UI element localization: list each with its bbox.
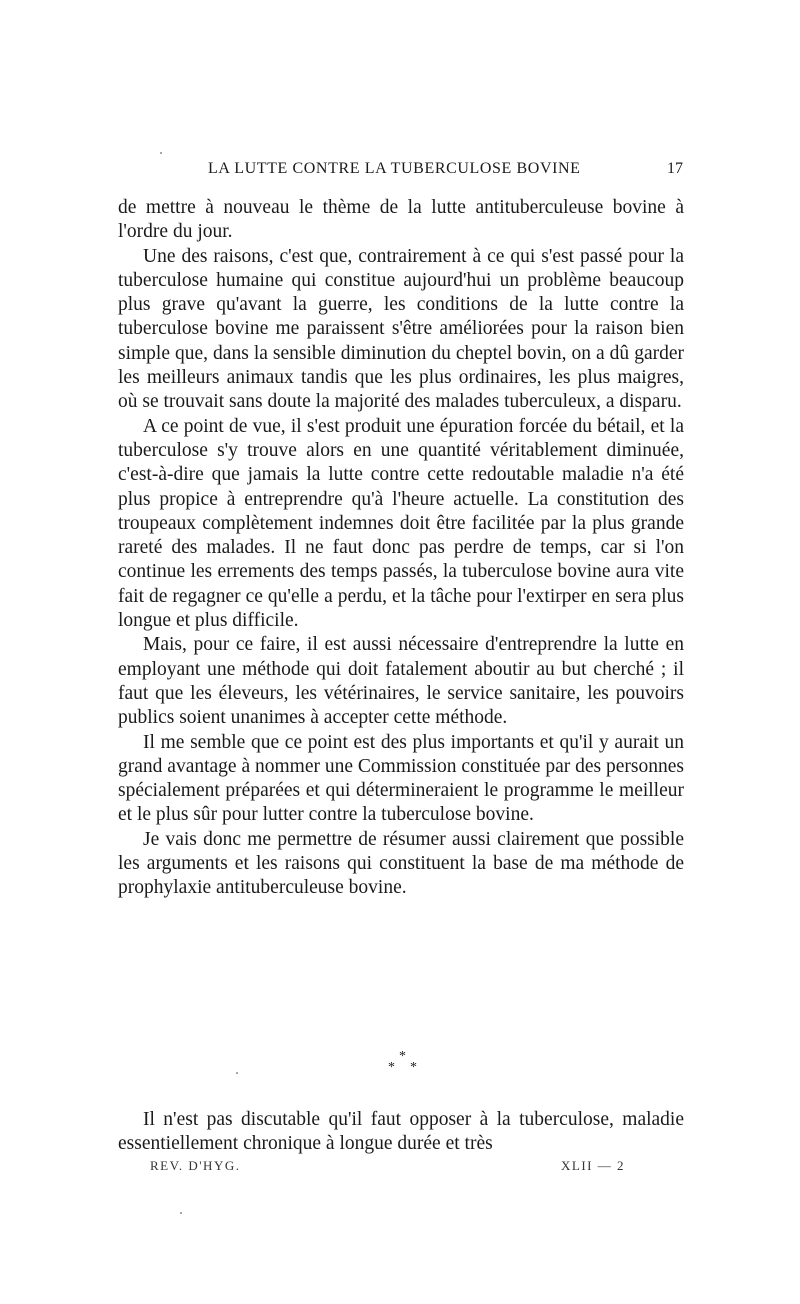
final-text <box>118 1108 684 1157</box>
paragraph: Mais, pour ce faire, il est aussi nécessaire d'entreprendre la lutte en employant une méthode qui doit fatalement aboutir au but cherché ; il faut que les éleveurs, les vétérinaires, le service sanitaire, les pouvoirs publics soient unanimes à accepter cette méthode. <box>118 634 684 729</box>
paragraph: A ce point de vue, il s'est produit une épuration forcée du bétail, et la tuberculose s'y trouve alors en une quantité véritablement diminuée, c'est-à-dire que jamais la lutte contre cette redoutable maladie n'a été plus propice à entreprendre qu'à l'heure actuelle. La constitution des troupeaux complètement indemnes doit être facilitée par la plus grande rareté des malades. Il ne faut donc pas perdre de temps, car si l'on continue les errements des temps passés, la tuberculose bovine aura vite fait de regagner ce qu'elle a perdu, et la tâche pour l'extirper en sera plus longue et plus difficile. <box>118 415 684 632</box>
running-title: LA LUTTE CONTRE LA TUBERCULOSE BOVINE <box>208 160 581 177</box>
running-head <box>118 160 683 184</box>
paragraph-continuation: de mettre à nouveau le thème de la lutte antituberculeuse bovine à l'ordre du jour. <box>118 197 684 243</box>
paragraph: Une des raisons, c'est que, contrairement à ce qui s'est passé pour la tuberculose humaine qui constitue aujourd'hui un problème beaucoup plus grave qu'avant la guerre, les conditions de la lutte contre la tuberculose bovine me paraissent s'être améliorées pour la raison bien simple que, dans la sensible diminution du cheptel bovin, on a dû garder les meilleurs animaux tandis que les plus ordinaires, les plus maigres, où se trouvait sans doute la majorité des malades tuberculeux, a disparu. <box>118 245 684 413</box>
paragraph: Il n'est pas discutable qu'il faut opposer à la tuberculose, maladie essentiellement chronique à longue durée et très <box>118 1109 684 1155</box>
section-break-asterism <box>384 1050 424 1080</box>
asterism-star: * <box>399 1049 406 1064</box>
signature-line <box>150 1158 625 1178</box>
asterism-star: * <box>410 1060 417 1075</box>
paper-speck <box>160 152 162 154</box>
journal-signature: REV. D'HYG. <box>150 1158 241 1173</box>
paper-speck <box>180 1212 182 1214</box>
paper-speck <box>236 1072 238 1074</box>
page-number: 17 <box>667 160 683 177</box>
paragraph: Il me semble que ce point est des plus importants et qu'il y aurait un grand avantage à nommer une Commission constituée par des personnes spécialement préparées et qui détermineraient le programme le meilleur et le plus sûr pour lutter contre la tuberculose bovine. <box>118 731 684 826</box>
body-text <box>118 196 684 901</box>
volume-signature: XLII — 2 <box>561 1158 625 1173</box>
paragraph: Je vais donc me permettre de résumer aussi clairement que possible les arguments et les raisons qui constituent la base de ma méthode de prophylaxie antituberculeuse bovine. <box>118 828 684 899</box>
asterism-star: * <box>388 1060 395 1075</box>
